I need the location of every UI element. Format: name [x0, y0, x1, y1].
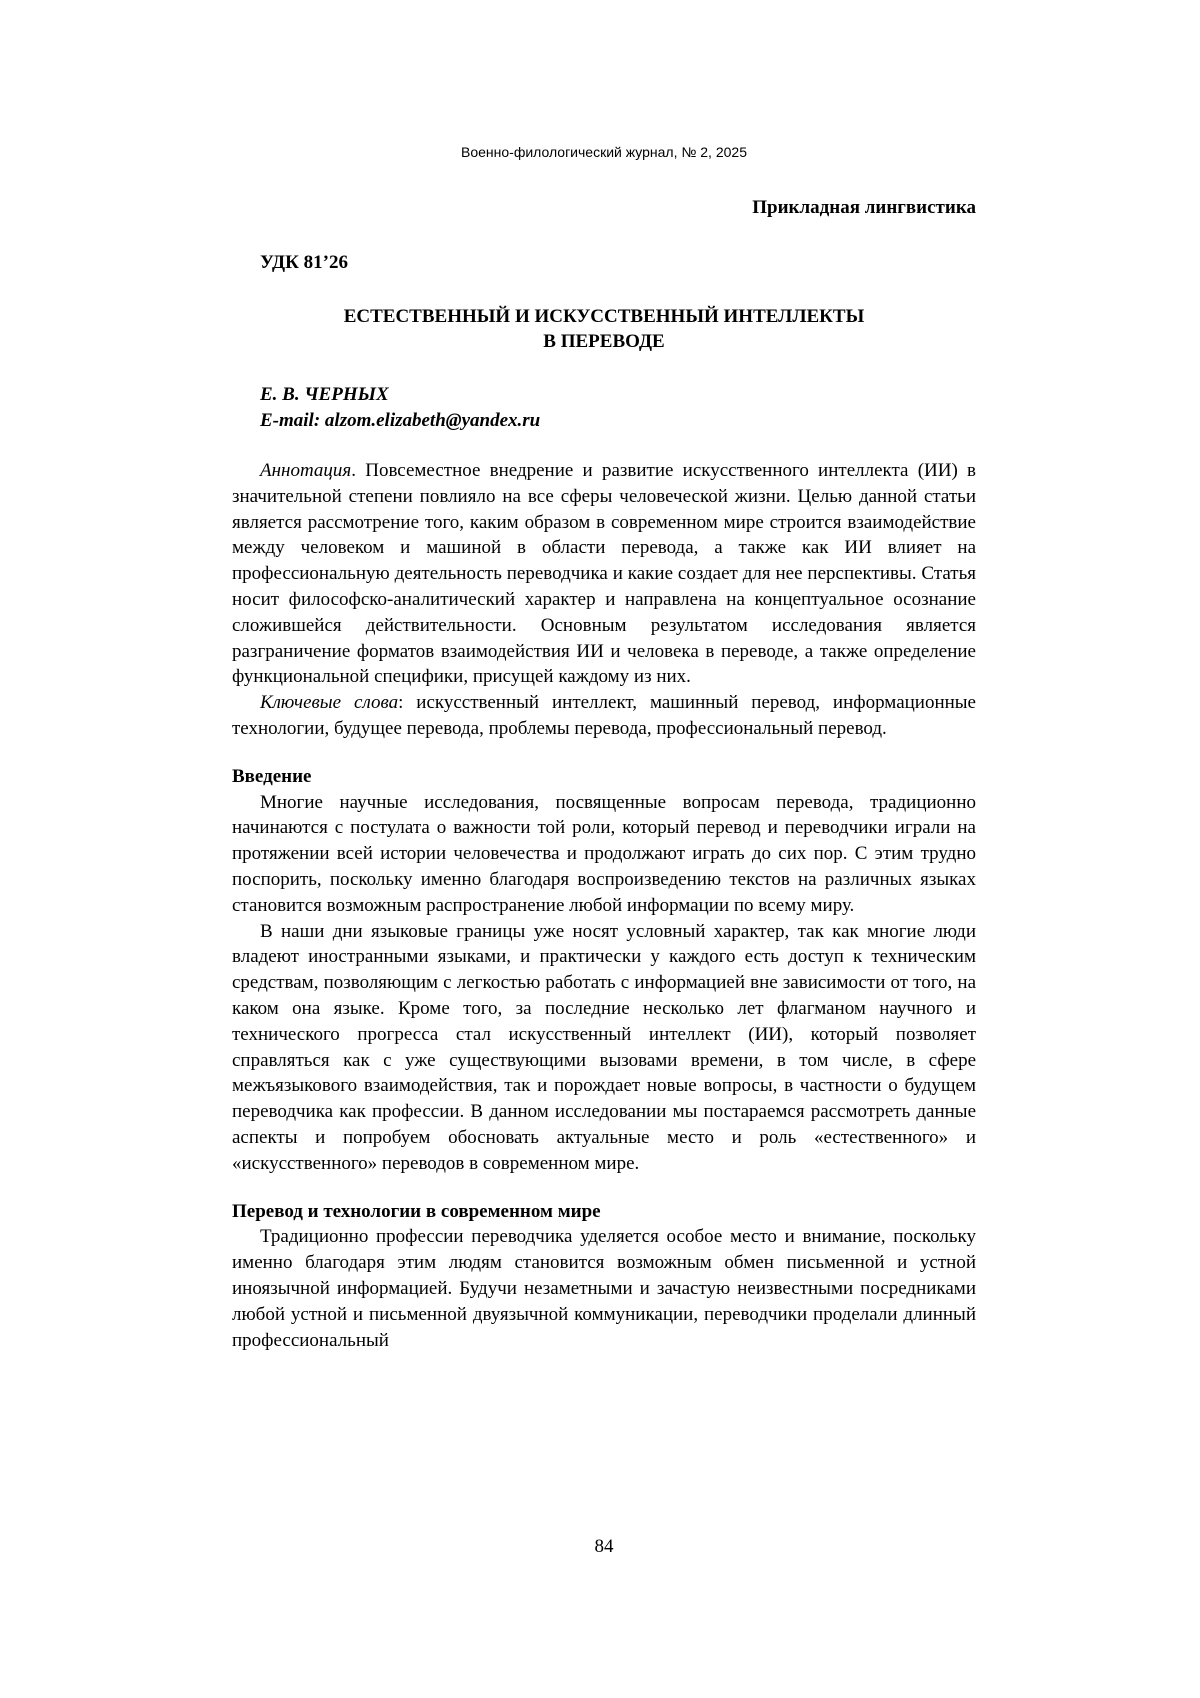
author-block — [260, 382, 540, 434]
spacer — [232, 742, 976, 764]
keywords-text: : искусственный интеллект, машинный перевод, информационные технологии, будущее перевода, проблемы перевода, профессиональный перевод. — [232, 692, 976, 739]
article-title — [232, 304, 976, 354]
article-body — [232, 458, 976, 1353]
article-title-line-2: В ПЕРЕВОДЕ — [543, 331, 665, 352]
journal-page — [232, 0, 976, 1698]
article-title-line-1: ЕСТЕСТВЕННЫЙ И ИСКУССТВЕННЫЙ ИНТЕЛЛЕКТЫ — [343, 306, 865, 327]
section-heading-translation-technologies: Перевод и технологии в современном мире — [232, 1200, 601, 1222]
section-rubric: Прикладная лингвистика — [752, 197, 976, 218]
introduction-paragraph-2: В наши дни языковые границы уже носят условный характер, так как многие люди владеют иностранными языками, и практически у каждого есть доступ к техническим средствам, позволяющим с легкостью работать с информацией вне зависимости от того, на каком она языке. Кроме того, за последние несколько лет флагманом научного и технического прогресса стал искусственный интеллект (ИИ), который позволяет справляться как с уже существующими вызовами времени, в том числе, в сфере межъязыкового взаимодействия, так и порождает новые вопросы, в частности о будущем переводчика как профессии. В данном исследовании мы постараемся рассмотреть данные аспекты и попробуем обосновать актуальные место и роль «естественного» и «искусственного» переводов в современном мире. — [232, 920, 976, 1174]
spacer — [232, 1177, 976, 1199]
keywords-label: Ключевые слова — [260, 692, 399, 714]
abstract-paragraph — [232, 458, 976, 690]
udc-code: УДК 81’26 — [260, 252, 348, 273]
author-name: Е. В. ЧЕРНЫХ — [260, 384, 389, 405]
running-header: Военно-филологический журнал, № 2, 2025 — [461, 144, 747, 160]
abstract-label: Аннотация — [260, 460, 352, 481]
translation-technologies-paragraph-1: Традиционно профессии переводчика уделяется особое место и внимание, поскольку именно благодаря этим людям становится возможным обмен письменной и устной иноязычной информацией. Будучи незаметными и зачастую неизвестными посредниками любой устной и письменной двуязычной коммуникации, переводчики проделали длинный профессиональный — [232, 1226, 976, 1351]
page-number: 84 — [594, 1536, 614, 1557]
introduction-paragraph-1: Многие научные исследования, посвященные вопросам перевода, традиционно начинаются с постулата о важности той роли, который перевод и переводчики играли на протяжении всей истории человечества и продолжают играть до сих пор. С этим трудно поспорить, поскольку именно благодаря воспроизведению текстов на различных языках становится возможным распространение любой информации по всему миру. — [232, 791, 976, 916]
keywords-paragraph — [232, 690, 976, 742]
section-heading-introduction: Введение — [232, 765, 312, 787]
abstract-text: . Повсеместное внедрение и развитие искусственного интеллекта (ИИ) в значительной степени повлияло на все сферы человеческой жизни. Целью данной статьи является рассмотрение того, каким образом в современном мире строится взаимодействие между человеком и машиной в области перевода, а также как ИИ влияет на профессиональную деятельность переводчика и какие создает для нее перспективы. Статья носит философско-аналитический характер и направлена на концептуальное осознание сложившейся действительности. Основным результатом исследования является разграничение форматов взаимодействия ИИ и человека в переводе, а также определение функциональной специфики, присущей каждому из них. — [232, 460, 976, 688]
author-email: E-mail: alzom.elizabeth@yandex.ru — [260, 410, 541, 431]
